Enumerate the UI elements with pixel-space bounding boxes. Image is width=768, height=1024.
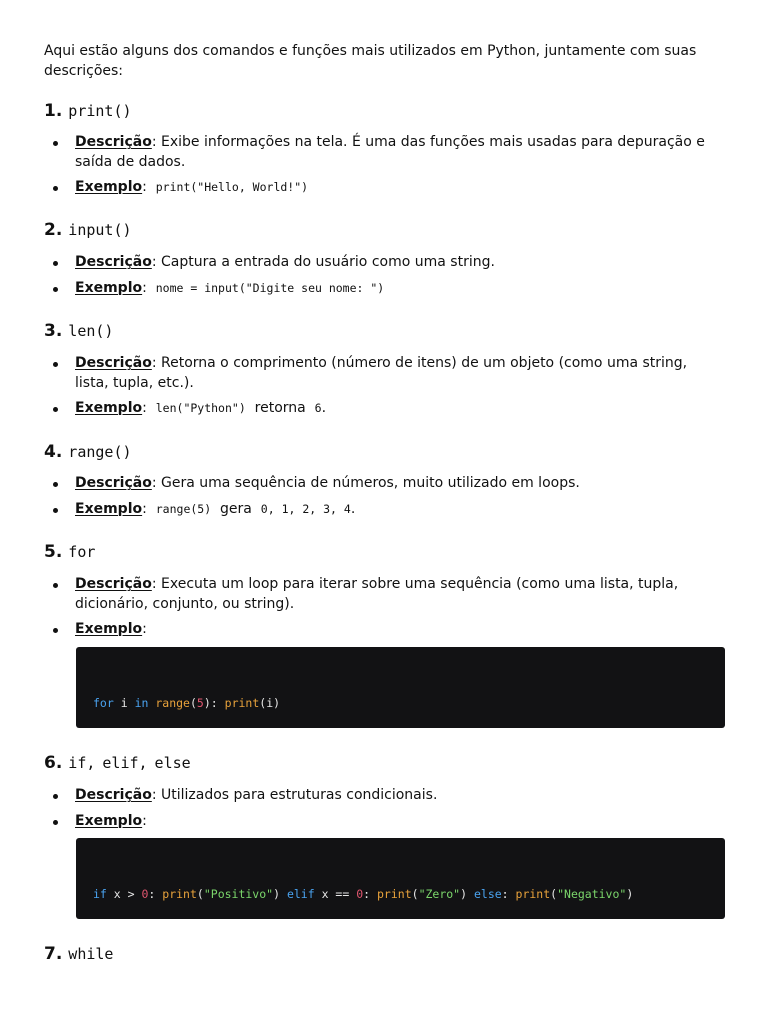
code-token: ( <box>550 887 558 901</box>
description-item: Descrição: Retorna o comprimento (número de itens) de um objeto (como uma string, lista, tupla, etc.). <box>75 354 725 393</box>
section-number: 4. <box>44 442 63 462</box>
section-heading-for <box>44 542 95 562</box>
example-code: nome = input("Digite seu nome: ") <box>155 281 385 295</box>
section-code-elif: elif <box>102 754 139 772</box>
code-token: print <box>515 887 551 901</box>
description-item: Descrição: Executa um loop para iterar sobre uma sequência (como uma lista, tupla, dicionário, conjunto, ou string). <box>75 575 725 614</box>
code-token: 0 <box>356 887 364 901</box>
description-text: Retorna o comprimento (número de itens) de um objeto (como uma string, lista, tupla, etc.). <box>75 355 688 391</box>
example-label: Exemplo <box>75 400 143 416</box>
code-token: 5 <box>196 696 204 710</box>
code-token: "Zero" <box>418 887 461 901</box>
example-result: 6 <box>314 401 322 415</box>
code-token: : <box>501 887 516 901</box>
example-item: Exemplo: <box>75 812 725 832</box>
code-token: i <box>113 696 135 710</box>
code-block-if <box>76 838 725 919</box>
section-number: 1. <box>44 101 63 121</box>
section-number: 2. <box>44 220 63 240</box>
section-number: 6. <box>44 753 63 773</box>
example-label: Exemplo <box>75 621 143 637</box>
code-token: ( <box>189 696 197 710</box>
section-heading-while <box>44 944 113 964</box>
separator: , <box>138 754 148 772</box>
example-item: Exemplo: range(5) gera 0, 1, 2, 3, 4. <box>75 500 725 520</box>
code-token: elif <box>286 887 315 901</box>
example-code: len("Python") <box>155 401 246 415</box>
description-text: Exibe informações na tela. É uma das funções mais usadas para depuração e saída de dados. <box>75 134 705 170</box>
code-token: else <box>473 887 502 901</box>
description-text: Gera uma sequência de números, muito utilizado em loops. <box>161 475 580 491</box>
description-text: Captura a entrada do usuário como uma string. <box>161 254 495 270</box>
code-token: ) <box>460 887 474 901</box>
section-code-if: if <box>68 754 87 772</box>
description-label: Descrição <box>75 134 152 150</box>
example-label: Exemplo <box>75 501 143 517</box>
section-heading-if-elif-else <box>44 753 191 773</box>
description-label: Descrição <box>75 576 152 592</box>
code-line <box>93 696 280 710</box>
description-item: Descrição: Utilizados para estruturas condicionais. <box>75 786 725 806</box>
section-code: for <box>68 543 96 561</box>
example-item: Exemplo: len("Python") retorna 6. <box>75 399 725 419</box>
code-token: print <box>224 696 260 710</box>
intro-paragraph: Aqui estão alguns dos comandos e funções mais utilizados em Python, juntamente com suas descrições: <box>44 43 697 79</box>
code-token: "Positivo" <box>203 887 274 901</box>
code-token: if <box>93 887 107 901</box>
example-end: . <box>350 501 356 517</box>
code-token: print <box>377 887 412 901</box>
code-token: : <box>363 887 377 901</box>
code-token: ( <box>196 887 204 901</box>
code-token: "Negativo" <box>557 887 627 901</box>
code-token: (i) <box>259 696 281 710</box>
section-heading-len <box>44 321 113 341</box>
code-token: for <box>93 696 114 710</box>
example-result: 0, 1, 2, 3, 4 <box>260 502 351 516</box>
code-block-for <box>76 647 725 728</box>
section-code: len() <box>68 322 114 340</box>
example-code: range(5) <box>155 502 212 516</box>
section-heading-range <box>44 442 132 462</box>
example-item: Exemplo: nome = input("Digite seu nome: ") <box>75 279 725 299</box>
section-heading-input <box>44 220 132 240</box>
code-token: print <box>162 887 197 901</box>
example-item: Exemplo: <box>75 620 725 640</box>
section-code: input() <box>68 221 132 239</box>
section-number: 7. <box>44 944 63 964</box>
description-label: Descrição <box>75 787 152 803</box>
description-label: Descrição <box>75 475 152 491</box>
section-code-else: else <box>154 754 191 772</box>
code-token: in <box>134 696 149 710</box>
example-text: gera <box>220 501 252 517</box>
section-code: while <box>68 945 114 963</box>
description-item: Descrição: Exibe informações na tela. É uma das funções mais usadas para depuração e saída de dados. <box>75 133 725 172</box>
example-end: . <box>321 400 327 416</box>
example-text: retorna <box>254 400 306 416</box>
example-label: Exemplo <box>75 280 143 296</box>
separator: , <box>86 754 96 772</box>
code-token: ) <box>273 887 287 901</box>
example-label: Exemplo <box>75 179 143 195</box>
example-item: Exemplo: print("Hello, World!") <box>75 178 725 198</box>
description-label: Descrição <box>75 254 152 270</box>
description-text: Utilizados para estruturas condicionais. <box>161 787 438 803</box>
code-token: ): <box>203 696 225 710</box>
code-token: range <box>155 696 190 710</box>
description-item: Descrição: Gera uma sequência de números, muito utilizado em loops. <box>75 474 725 494</box>
description-label: Descrição <box>75 355 152 371</box>
description-text: Executa um loop para iterar sobre uma sequência (como uma lista, tupla, dicionário, conjunto, ou string). <box>75 576 679 612</box>
code-token: x == <box>314 887 357 901</box>
section-number: 5. <box>44 542 63 562</box>
code-token: : <box>148 887 163 901</box>
code-token: ) <box>626 887 634 901</box>
code-token: ( <box>411 887 419 901</box>
code-line <box>93 887 633 901</box>
section-code: range() <box>68 443 132 461</box>
section-code: print() <box>68 102 132 120</box>
description-item: Descrição: Captura a entrada do usuário como uma string. <box>75 253 725 273</box>
section-number: 3. <box>44 321 63 341</box>
section-heading-print <box>44 101 132 121</box>
example-label: Exemplo <box>75 813 143 829</box>
code-token: 0 <box>141 887 149 901</box>
code-token: x > <box>106 887 142 901</box>
example-code: print("Hello, World!") <box>155 180 309 194</box>
